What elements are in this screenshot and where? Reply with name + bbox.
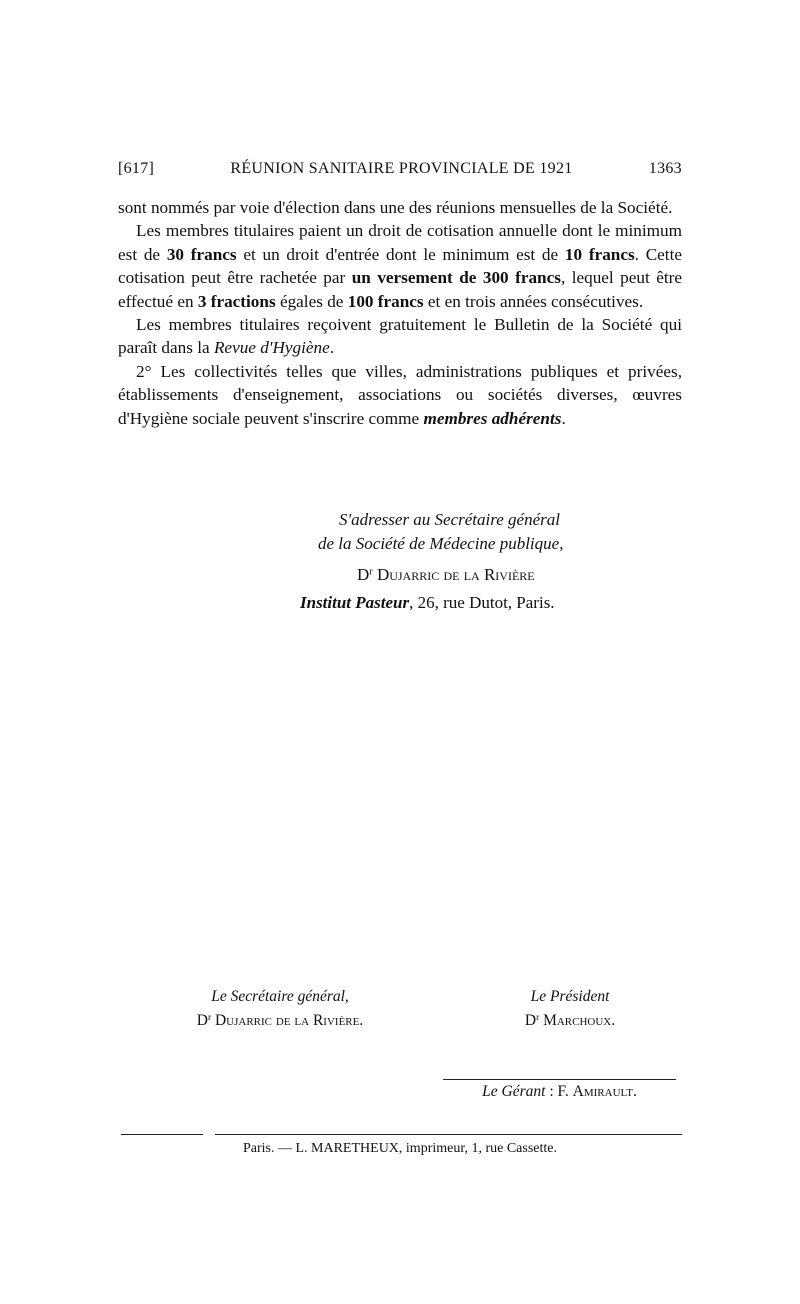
header-section-ref: [617] (118, 160, 155, 177)
institute-name: Institut Pasteur (300, 592, 410, 612)
secretary-dr: D (196, 1012, 208, 1029)
p4-text-b: . (561, 408, 566, 428)
p2-text-e: , lequel peut être effectué en (118, 268, 682, 311)
page-number: 1363 (648, 160, 682, 177)
address-name: Dujarric de la Rivière (376, 565, 535, 584)
p2-bold-5: 100 francs (347, 291, 424, 311)
header-title: RÉUNION SANITAIRE PROVINCIALE DE 1921 (230, 160, 573, 177)
p2-bold-3: un versement de 300 francs (351, 268, 561, 288)
p2-text-a: Les membres titulaires paient un droit de cotisation annuelle dont le minimum est de (118, 221, 682, 264)
journal-title: Revue d'Hygiène (213, 338, 330, 358)
paragraph-2 (118, 219, 682, 313)
gerant-rule (443, 1079, 676, 1080)
p2-text-g: et en trois années consécutives. (423, 291, 644, 311)
p2-text-c: et un droit d'entrée dont le minimum est de (236, 244, 565, 264)
body-text (118, 196, 682, 430)
president-dr: D (524, 1012, 537, 1029)
p3-text-a: Les membres titulaires reçoivent gratuitement le Bulletin de la Société qui paraît dans la (118, 315, 682, 358)
president-name: Marchoux. (543, 1012, 616, 1029)
p2-text-f: égales de (275, 291, 348, 311)
signature-secretary (140, 985, 420, 1033)
p4-bold-italic: membres adhérents (423, 408, 562, 428)
president-title: Le Président (530, 988, 610, 1005)
gerant-line (443, 1083, 676, 1101)
p2-bold-4: 3 fractions (197, 291, 276, 311)
paragraph-4 (118, 360, 682, 430)
p2-text-d: . Cette cotisation peut être rachetée par (118, 244, 682, 288)
address-dr-sup: r (369, 566, 373, 578)
footer-rule-long (215, 1134, 682, 1135)
address-street: , 26, rue Dutot, Paris. (409, 592, 555, 612)
address-line-1: S'adresser au Secrétaire général (339, 510, 560, 529)
president-dr-sup: r (536, 1012, 540, 1023)
signature-president (480, 985, 660, 1033)
gerant-label: Le Gérant (482, 1083, 546, 1100)
address-dr: D (357, 565, 370, 584)
p2-bold-1: 30 francs (166, 244, 237, 264)
gerant-name: Amirault. (572, 1083, 637, 1100)
secretary-dr-sup: r (207, 1012, 212, 1023)
gerant-sep: : F. (545, 1083, 573, 1100)
p3-text-b: . (329, 338, 335, 358)
p4-text-a: 2° Les collectivités telles que villes, administrations publiques et privées, établissements d'enseignement, associations ou sociétés diverses, œuvres d'Hygiène sociale peuvent s'inscrire comme (118, 361, 682, 428)
p2-bold-2: 10 francs (564, 244, 635, 264)
paragraph-1: sont nommés par voie d'élection dans une des réunions mensuelles de la Société. (118, 198, 673, 217)
contact-address (0, 508, 800, 614)
paragraph-3 (118, 313, 682, 360)
footer-rule-short (121, 1134, 203, 1135)
secretary-title: Le Secrétaire général, (211, 988, 349, 1005)
address-line-2: de la Société de Médecine publique, (318, 533, 564, 553)
running-header (118, 160, 682, 178)
printer-imprint: Paris. — L. MARETHEUX, imprimeur, 1, rue Cassette. (242, 1141, 557, 1156)
secretary-name: Dujarric de la Rivière. (214, 1012, 364, 1029)
